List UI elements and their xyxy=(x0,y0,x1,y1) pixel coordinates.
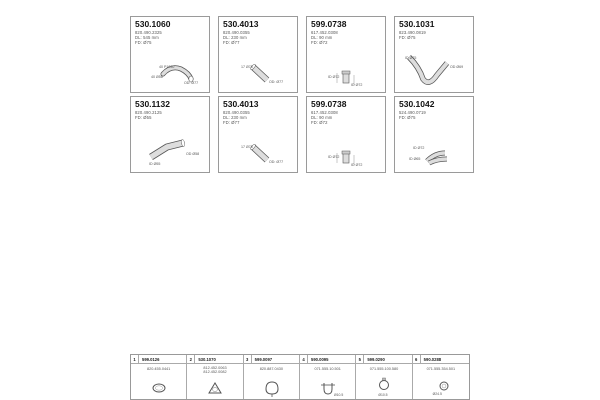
part-length: DL: 545 mm xyxy=(135,35,159,40)
part-code: 530.4013 xyxy=(223,19,259,29)
accessory-cell[interactable] xyxy=(300,355,356,399)
item-number: 5 xyxy=(356,355,364,363)
part-code: 530.1042 xyxy=(399,99,435,109)
catalog-card[interactable] xyxy=(130,96,210,173)
triangle-gasket-icon xyxy=(187,375,243,399)
dimension-label: OD: Ø77 xyxy=(269,160,284,164)
dimension-label: Ø24.5 xyxy=(432,392,442,396)
part-diameter: FD: Ø55 xyxy=(135,115,152,120)
straight-pipe-icon xyxy=(219,17,298,93)
accessory-code: 599.0290 xyxy=(367,356,385,362)
catalog-card[interactable] xyxy=(306,16,386,93)
part-length: DL: 90 mm xyxy=(311,115,333,120)
catalog-card[interactable] xyxy=(306,96,386,173)
dimension-label: OD Ø69 xyxy=(450,65,464,69)
accessory-code: 599.0097 xyxy=(254,356,273,362)
part-code: 530.1031 xyxy=(399,19,435,29)
bent-pipe-icon xyxy=(395,17,474,93)
accessory-cell[interactable] xyxy=(131,355,187,399)
dimension-label: OD Ø58 xyxy=(186,152,200,156)
item-number: 2 xyxy=(187,355,195,363)
dimension-label: 17 Ø75 xyxy=(241,145,253,149)
part-diameter: FD: Ø72 xyxy=(311,120,328,125)
accessory-header xyxy=(244,355,299,364)
accessory-cell[interactable] xyxy=(244,355,300,399)
accessory-cell[interactable] xyxy=(356,355,412,399)
part-length: DL: 230 mm xyxy=(223,35,247,40)
straight-pipe-icon xyxy=(219,97,298,173)
dimension-label: ID Ø55 xyxy=(149,162,161,166)
part-length: DL: 90 mm xyxy=(311,35,333,40)
accessory-cell[interactable] xyxy=(413,355,469,399)
dimension-label: ID Ø75 xyxy=(405,56,417,60)
u-bolt-icon xyxy=(300,375,356,399)
part-code: 599.0738 xyxy=(311,99,347,109)
part-code: 530.4013 xyxy=(223,99,259,109)
accessory-header xyxy=(300,355,355,364)
item-number: 4 xyxy=(300,355,308,363)
part-diameter: FD: Ø72 xyxy=(311,40,328,45)
angled-pipe-icon xyxy=(131,97,210,173)
oval-clamp-icon xyxy=(244,375,300,399)
catalog-card[interactable] xyxy=(130,16,210,93)
part-ref: 820.490.2325 xyxy=(135,30,162,35)
catalog-card[interactable] xyxy=(394,16,474,93)
dimension-label: ID Ø72 xyxy=(328,155,340,159)
accessory-ref: 071.555.354.501 xyxy=(426,367,456,371)
accessory-header xyxy=(356,355,411,364)
dimension-label: 17 Ø75 xyxy=(241,65,253,69)
part-diameter: FD: Ø75 xyxy=(399,115,416,120)
accessories-table xyxy=(130,354,470,400)
dimension-label: OD: Ø77 xyxy=(269,80,284,84)
accessory-header xyxy=(187,355,242,364)
reducer-adapter-icon xyxy=(307,17,386,93)
accessory-ref: 812.452.0063 xyxy=(203,366,227,370)
accessory-code: 530.1070 xyxy=(198,356,216,362)
part-ref: 823.490.0819 xyxy=(399,30,426,35)
gasket-ring-icon xyxy=(131,375,187,399)
dimension-label: ID Ø72 xyxy=(351,163,363,167)
part-ref: 820.490.0355 xyxy=(223,30,250,35)
catalog-card[interactable] xyxy=(394,96,474,173)
part-diameter: FD: Ø77 xyxy=(223,40,240,45)
dimension-label: OD: Ø77 xyxy=(184,81,199,85)
part-ref: 820.490.0355 xyxy=(223,110,250,115)
part-diameter: FD: Ø77 xyxy=(223,120,240,125)
part-diameter: FD: Ø75 xyxy=(399,35,416,40)
accessory-code: 590.0095 xyxy=(310,356,329,362)
part-diameter: FD: Ø75 xyxy=(135,40,152,45)
accessory-ref: 071.555.100.580 xyxy=(369,367,399,371)
catalog-card[interactable] xyxy=(218,16,298,93)
dimension-label: ID Ø72 xyxy=(328,75,340,79)
dimension-label: ID Ø65 xyxy=(409,157,421,161)
part-ref: 617.452.0308 xyxy=(311,30,338,35)
part-code: 530.1132 xyxy=(135,99,170,109)
accessory-ref: 071.555.10.501 xyxy=(314,367,341,371)
item-number: 6 xyxy=(413,355,421,363)
item-number: 3 xyxy=(244,355,252,363)
dimension-label: 40 Ø56 xyxy=(151,75,163,79)
accessory-header xyxy=(413,355,469,364)
catalog-grid xyxy=(130,16,474,173)
dimension-label: ID Ø72 xyxy=(351,83,363,87)
part-length: DL: 230 mm xyxy=(223,115,247,120)
accessory-ref: 820.887.0430 xyxy=(259,367,283,371)
catalog-card[interactable] xyxy=(218,96,298,173)
dimension-label: 40 P1030 xyxy=(159,65,175,69)
part-ref: 617.452.0308 xyxy=(311,110,338,115)
part-code: 530.1060 xyxy=(135,19,171,29)
y-pipe-icon xyxy=(395,97,474,173)
accessory-cell[interactable] xyxy=(187,355,243,399)
accessory-code: 599.0126 xyxy=(142,356,160,362)
dimension-label: Ø10.5 xyxy=(378,393,388,397)
accessory-code: 590.0288 xyxy=(423,356,442,362)
item-number: 1 xyxy=(131,355,139,363)
part-ref: 524.490.0719 xyxy=(399,110,426,115)
accessory-ref: 820.455.0441 xyxy=(147,367,171,371)
accessory-header xyxy=(131,355,186,364)
part-ref: 820.490.2125 xyxy=(135,110,162,115)
reducer-adapter-icon xyxy=(307,97,386,173)
dimension-label: ID Ø72 xyxy=(413,146,425,150)
dimension-label: Ø10.5 xyxy=(333,393,344,397)
part-code: 599.0738 xyxy=(311,19,347,29)
accessory-ref-alt: 812.452.0082 xyxy=(203,370,227,374)
